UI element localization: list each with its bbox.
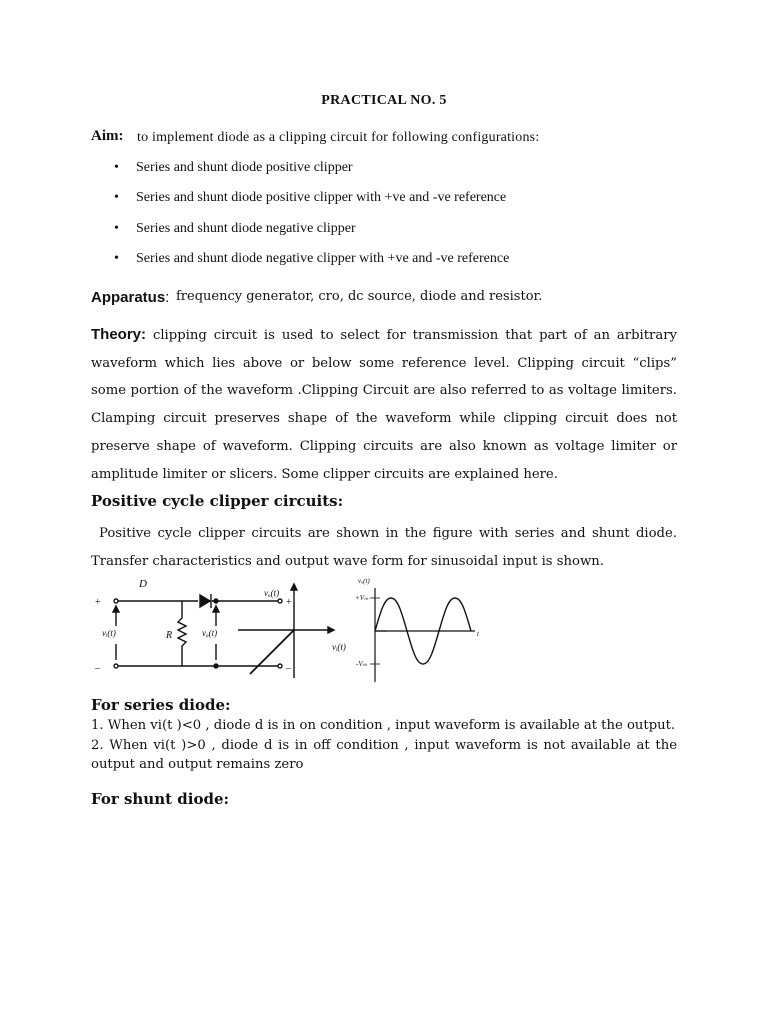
aim-bullet-3: Series and shunt diode negative clipper <box>136 221 356 236</box>
series-diode-heading: For series diode: <box>91 696 231 714</box>
positive-clipper-text: Positive cycle clipper circuits are shown in the figure with series and shunt diode. Transfer characteristics and output wave form for sinusoidal input is shown. <box>91 526 677 569</box>
resistor-label: R <box>166 630 173 641</box>
output-waveform-plot <box>370 588 475 682</box>
theory-text: clipping circuit is used to select for transmission that part of an arbitrary waveform which lies above or below some reference level. Clipping circuit “clips” some portion of the waveform .Clipping Circuit are also referred to as voltage limiters. Clamping circuit preserves shape of the waveform while clipping circuit does not preserve shape of waveform. Clipping circuits are also known as voltage limiter or amplitude limiter or slicers. Some clipper circuits are explained here. <box>91 328 677 482</box>
series-diode-item-2: 2. When vi(t )>0 , diode d is in off condition , input waveform is not available at the output and output remains zero <box>91 737 677 772</box>
aim-bullet-1: Series and shunt diode positive clipper <box>136 160 353 175</box>
page-title: PRACTICAL NO. 5 <box>321 93 447 108</box>
waveform-t-label: t <box>477 630 479 638</box>
clipper-circuit-diagram <box>113 594 282 668</box>
transfer-y-label: vₒ(t) <box>264 588 280 598</box>
input-minus-sign: – <box>95 663 100 674</box>
positive-clipper-heading: Positive cycle clipper circuits: <box>91 492 344 510</box>
series-diode-list <box>91 716 677 775</box>
waveform-minus-peak: -Vₘ <box>356 660 367 668</box>
output-plus-sign: + <box>286 597 292 608</box>
bullet-marker: • <box>114 221 119 236</box>
apparatus-text: frequency generator, cro, dc source, diode and resistor. <box>176 289 543 304</box>
aim-bullet-2: Series and shunt diode positive clipper with +ve and -ve reference <box>136 190 507 205</box>
transfer-x-label: vᵢ(t) <box>332 642 346 652</box>
series-diode-item-1: 1. When vi(t )<0 , diode d is in on condition , input waveform is available at the output. <box>91 718 676 733</box>
bullet-marker: • <box>114 160 119 175</box>
apparatus-colon: : <box>165 289 170 306</box>
theory-paragraph <box>91 321 677 488</box>
clipper-figure <box>90 574 490 686</box>
diode-label: D <box>139 578 147 590</box>
output-minus-sign: – <box>286 663 291 674</box>
shunt-diode-heading: For shunt diode: <box>91 790 230 808</box>
aim-text: to implement diode as a clipping circuit for following configurations: <box>137 130 540 145</box>
output-voltage-label: vₒ(t) <box>202 628 218 638</box>
input-plus-sign: + <box>95 597 101 608</box>
bullet-marker: • <box>114 190 119 205</box>
aim-label: Aim: <box>91 128 124 144</box>
bullet-marker: • <box>114 251 119 266</box>
aim-bullet-4: Series and shunt diode negative clipper with +ve and -ve reference <box>136 251 510 266</box>
waveform-plus-peak: +Vₘ <box>355 594 369 602</box>
waveform-y-label: vₒ(t) <box>358 577 370 585</box>
theory-label: Theory: <box>91 326 147 343</box>
apparatus-label-text: Apparatus <box>91 289 166 306</box>
apparatus-label <box>91 289 169 306</box>
input-voltage-label: vᵢ(t) <box>102 628 116 638</box>
